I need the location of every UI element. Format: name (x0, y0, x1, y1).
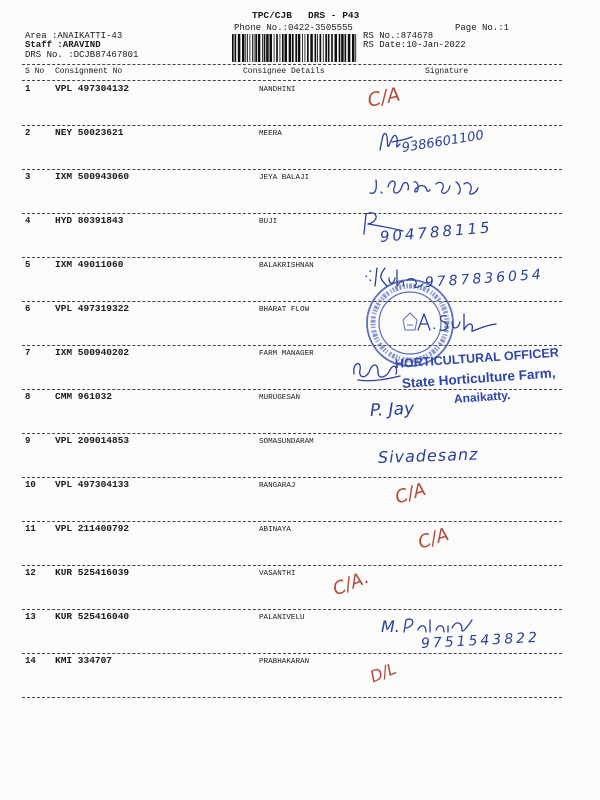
consignee-name: BALAKRISHNAN (259, 262, 314, 270)
consignee-name: FARM MANAGER (259, 350, 314, 358)
page-number: Page No.:1 (455, 23, 510, 33)
consignee-name: RANGARAJ (259, 482, 296, 490)
stamp-officer-title: HORTICULTURAL OFFICER (394, 345, 560, 371)
serial-number: 10 (25, 480, 36, 490)
serial-number: 2 (25, 128, 31, 138)
consignee-name: PRABHAKARAN (259, 658, 310, 666)
serial-number: 14 (25, 656, 36, 666)
consignment-number: KUR 525416040 (55, 611, 130, 622)
column-header-consignee: Consignee Details (243, 67, 325, 76)
consignee-name: VASANTHI (259, 570, 296, 578)
stamp-farm-name: State Horticulture Farm, (401, 365, 556, 391)
drs-number: DRS No. :DCJB87467801 (25, 50, 139, 60)
serial-number: 7 (25, 348, 31, 358)
serial-number: 13 (25, 612, 36, 622)
consignment-number: IXM 500943060 (55, 171, 130, 182)
consignee-name: SOMASUNDARAM (259, 438, 314, 446)
phone-number: Phone No.:0422-3505555 (234, 23, 353, 33)
row11-status-mark: C/A (415, 523, 452, 554)
consignment-number: KUR 525416039 (55, 567, 130, 578)
row13-initial: M. (381, 617, 400, 636)
consignee-name: BHARAT FLOW (259, 306, 310, 314)
consignment-number: NEY 50023621 (55, 127, 124, 138)
consignment-number: IXM 49011060 (55, 259, 124, 270)
area-label: Area :ANAIKATTI-43 (25, 31, 123, 41)
row12-status-mark: C/A. (329, 566, 373, 601)
serial-number: 3 (25, 172, 31, 182)
consignee-name: MEERA (259, 130, 282, 138)
consignee-name: JEYA BALAJI (259, 174, 310, 182)
serial-number: 9 (25, 436, 31, 446)
consignee-name: PALANIVELU (259, 614, 305, 622)
row9-signature: Sivadesanz (377, 444, 479, 467)
row10-status-mark: C/A (392, 478, 429, 509)
staff-label: Staff :ARAVIND (25, 40, 101, 50)
signature-row-7 (354, 364, 400, 381)
consignment-number: IXM 500940202 (55, 347, 130, 358)
consignee-name: BUJI (259, 218, 278, 226)
consignment-number: KMI 334707 (55, 655, 113, 666)
consignee-name: ABINAYA (259, 526, 291, 534)
drs-title: DRS - P43 (308, 10, 360, 21)
serial-number: 12 (25, 568, 36, 578)
serial-number: 4 (25, 216, 31, 226)
seal-emblem-icon (403, 313, 417, 330)
row4-phone: 904788115 (379, 218, 494, 246)
consignment-number: VPL 211400792 (55, 523, 130, 534)
serial-number: 1 (25, 84, 31, 94)
column-header-signature: Signature (425, 67, 469, 76)
consignment-number: VPL 497304132 (55, 83, 130, 94)
row13-phone: 9751543822 (420, 629, 541, 652)
signature-row-13 (404, 619, 472, 632)
rs-number: RS No.:874678 (363, 31, 434, 41)
consignment-number: HYD 80391843 (55, 215, 124, 226)
row14-status-mark: D/L (367, 658, 400, 687)
row5-phone: 9787836054 (424, 266, 545, 291)
sheet-code: TPC/CJB (252, 10, 292, 21)
consignee-name: NANDHINI (259, 86, 296, 94)
signature-row-3 (370, 180, 478, 194)
consignment-number: VPL 209014853 (55, 435, 130, 446)
row1-status-mark: C/A (365, 83, 403, 112)
consignment-number: VPL 497304133 (55, 479, 130, 490)
column-header-sno: S No (25, 67, 45, 76)
row2-phone: 9386601100 (400, 128, 485, 156)
seal-inner-ring (379, 292, 441, 354)
consignment-number: VPL 497319322 (55, 303, 130, 314)
row8-signature: P. Jay (369, 398, 415, 421)
serial-number: 8 (25, 392, 31, 402)
consignment-number: CMM 961032 (55, 391, 113, 402)
seal-lettering-ring (373, 286, 447, 360)
consignee-name: MURUGESAN (259, 394, 301, 402)
column-header-consignment: Consignment No (55, 67, 123, 76)
serial-number: 5 (25, 260, 31, 270)
stamp-location: Anaikatty. (453, 388, 511, 406)
serial-number: 6 (25, 304, 31, 314)
serial-number: 11 (25, 524, 36, 534)
rs-date: RS Date:10-Jan-2022 (363, 40, 466, 50)
signature-row-6 (418, 314, 496, 331)
